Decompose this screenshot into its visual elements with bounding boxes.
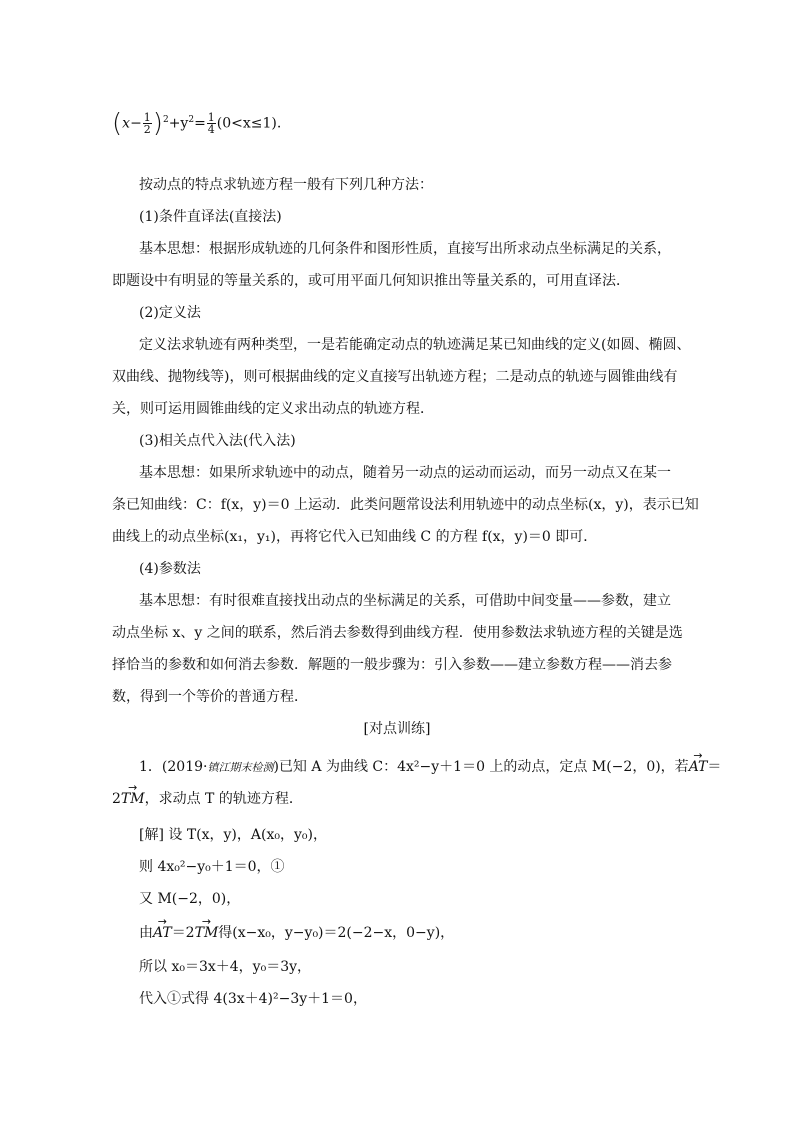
method4-line4: 数，得到一个等价的普通方程．	[112, 689, 308, 705]
source-open: (2019·	[161, 759, 208, 775]
var-x: x	[122, 115, 131, 132]
method3-line2: 条已知曲线：C：f(x，y)＝0 上运动．此类问题常设法利用轨迹中的动点坐标(x，y)，表示已知	[112, 497, 699, 513]
method3-line3: 曲线上的动点坐标(x₁，y₁)，再将它代入已知曲线 C 的方程 f(x，y)＝0 即可．	[112, 529, 598, 545]
equals-sign: ＝	[707, 759, 722, 775]
equation-top	[112, 104, 712, 139]
vector-tm-2: → TM	[195, 923, 219, 943]
solution-step-4	[139, 923, 739, 943]
vector-at-2: → AT	[153, 923, 172, 943]
frac-den: 2	[143, 123, 151, 137]
coefficient: 2	[112, 791, 121, 807]
exp-2: 2	[162, 115, 169, 125]
method3-title: (3)相关点代入法(代入法)	[139, 433, 296, 449]
method2-line1: 定义法求轨迹有两种类型，一是若能确定动点的轨迹满足某已知曲线的定义(如圆、椭圆、	[139, 337, 691, 353]
solution-step-2: 则 4x₀²−y₀＋1＝0，①	[139, 859, 285, 875]
intro-text: 按动点的特点求轨迹方程一般有下列几种方法：	[139, 177, 433, 193]
frac-num-2: 1	[207, 111, 215, 125]
plus-y: +y	[168, 115, 189, 132]
problem-1-line2	[112, 789, 712, 809]
method4-line2: 动点坐标 x、y 之间的联系，然后消去参数得到曲线方程．使用参数法求轨迹方程的关键是选	[112, 625, 683, 641]
solution-step-5: 所以 x₀＝3x＋4，y₀＝3y，	[139, 959, 312, 975]
method2-title: (2)定义法	[139, 305, 201, 321]
solution-step-6: 代入①式得 4(3x＋4)²−3y＋1＝0，	[139, 991, 367, 1007]
problem-text-b: ，求动点 T 的轨迹方程．	[144, 791, 303, 807]
fraction-quarter	[207, 112, 216, 135]
minus-sign: −	[130, 115, 142, 132]
step4-c: 得(x−x₀，y−y₀)＝2(−2−x，0−y)，	[218, 925, 455, 941]
exp-2b: 2	[188, 115, 195, 125]
source-close: )	[273, 759, 279, 775]
method4-title: (4)参数法	[139, 561, 201, 577]
method1-title: (1)条件直译法(直接法)	[139, 209, 282, 225]
frac-den-2: 4	[207, 123, 215, 137]
method2-line2: 双曲线、抛物线等)，则可根据曲线的定义直接写出轨迹方程；二是动点的轨迹与圆锥曲线有	[112, 369, 678, 385]
problem-1-line1	[139, 757, 739, 778]
step4-b: ＝2	[171, 925, 195, 941]
vector-at: → AT	[689, 757, 708, 777]
step4-a: 由	[139, 925, 153, 941]
method4-line3: 择恰当的参数和如何消去参数．解题的一般步骤为：引入参数——建立参数方程——消去参	[112, 657, 672, 673]
problem-text-a: 已知 A 为曲线 C：4x²−y＋1＝0 上的动点，定点 M(−2，0)，若	[278, 759, 689, 775]
training-heading: [对点训练]	[363, 721, 431, 737]
paren-left: (	[112, 108, 123, 139]
solution-step-1: [解] 设 T(x，y)，A(x₀，y₀)，	[139, 827, 327, 843]
equals: =	[194, 115, 206, 132]
frac-num: 1	[143, 111, 151, 125]
method4-line1: 基本思想：有时很难直接找出动点的坐标满足的关系，可借助中间变量——参数，建立	[139, 593, 671, 609]
paren-right: )	[152, 108, 163, 139]
problem-number: 1．	[139, 759, 162, 775]
vector-tm: → TM	[121, 789, 145, 809]
method1-line2: 即题设中有明显的等量关系的，或可用平面几何知识推出等量关系的，可用直译法．	[112, 273, 630, 289]
method3-line1: 基本思想：如果所求轨迹中的动点，随着另一动点的运动而运动，而另一动点又在某一	[139, 465, 671, 481]
condition: (0<x≤1).	[216, 115, 282, 132]
method2-line3: 关，则可运用圆锥曲线的定义求出动点的轨迹方程．	[112, 401, 434, 417]
source-label: 镇江期末检测	[207, 761, 274, 774]
fraction-half	[143, 112, 152, 135]
solution-step-3: 又 M(−2，0)，	[139, 891, 241, 907]
method1-line1: 基本思想：根据形成轨迹的几何条件和图形性质，直接写出所求动点坐标满足的关系，	[139, 241, 671, 257]
